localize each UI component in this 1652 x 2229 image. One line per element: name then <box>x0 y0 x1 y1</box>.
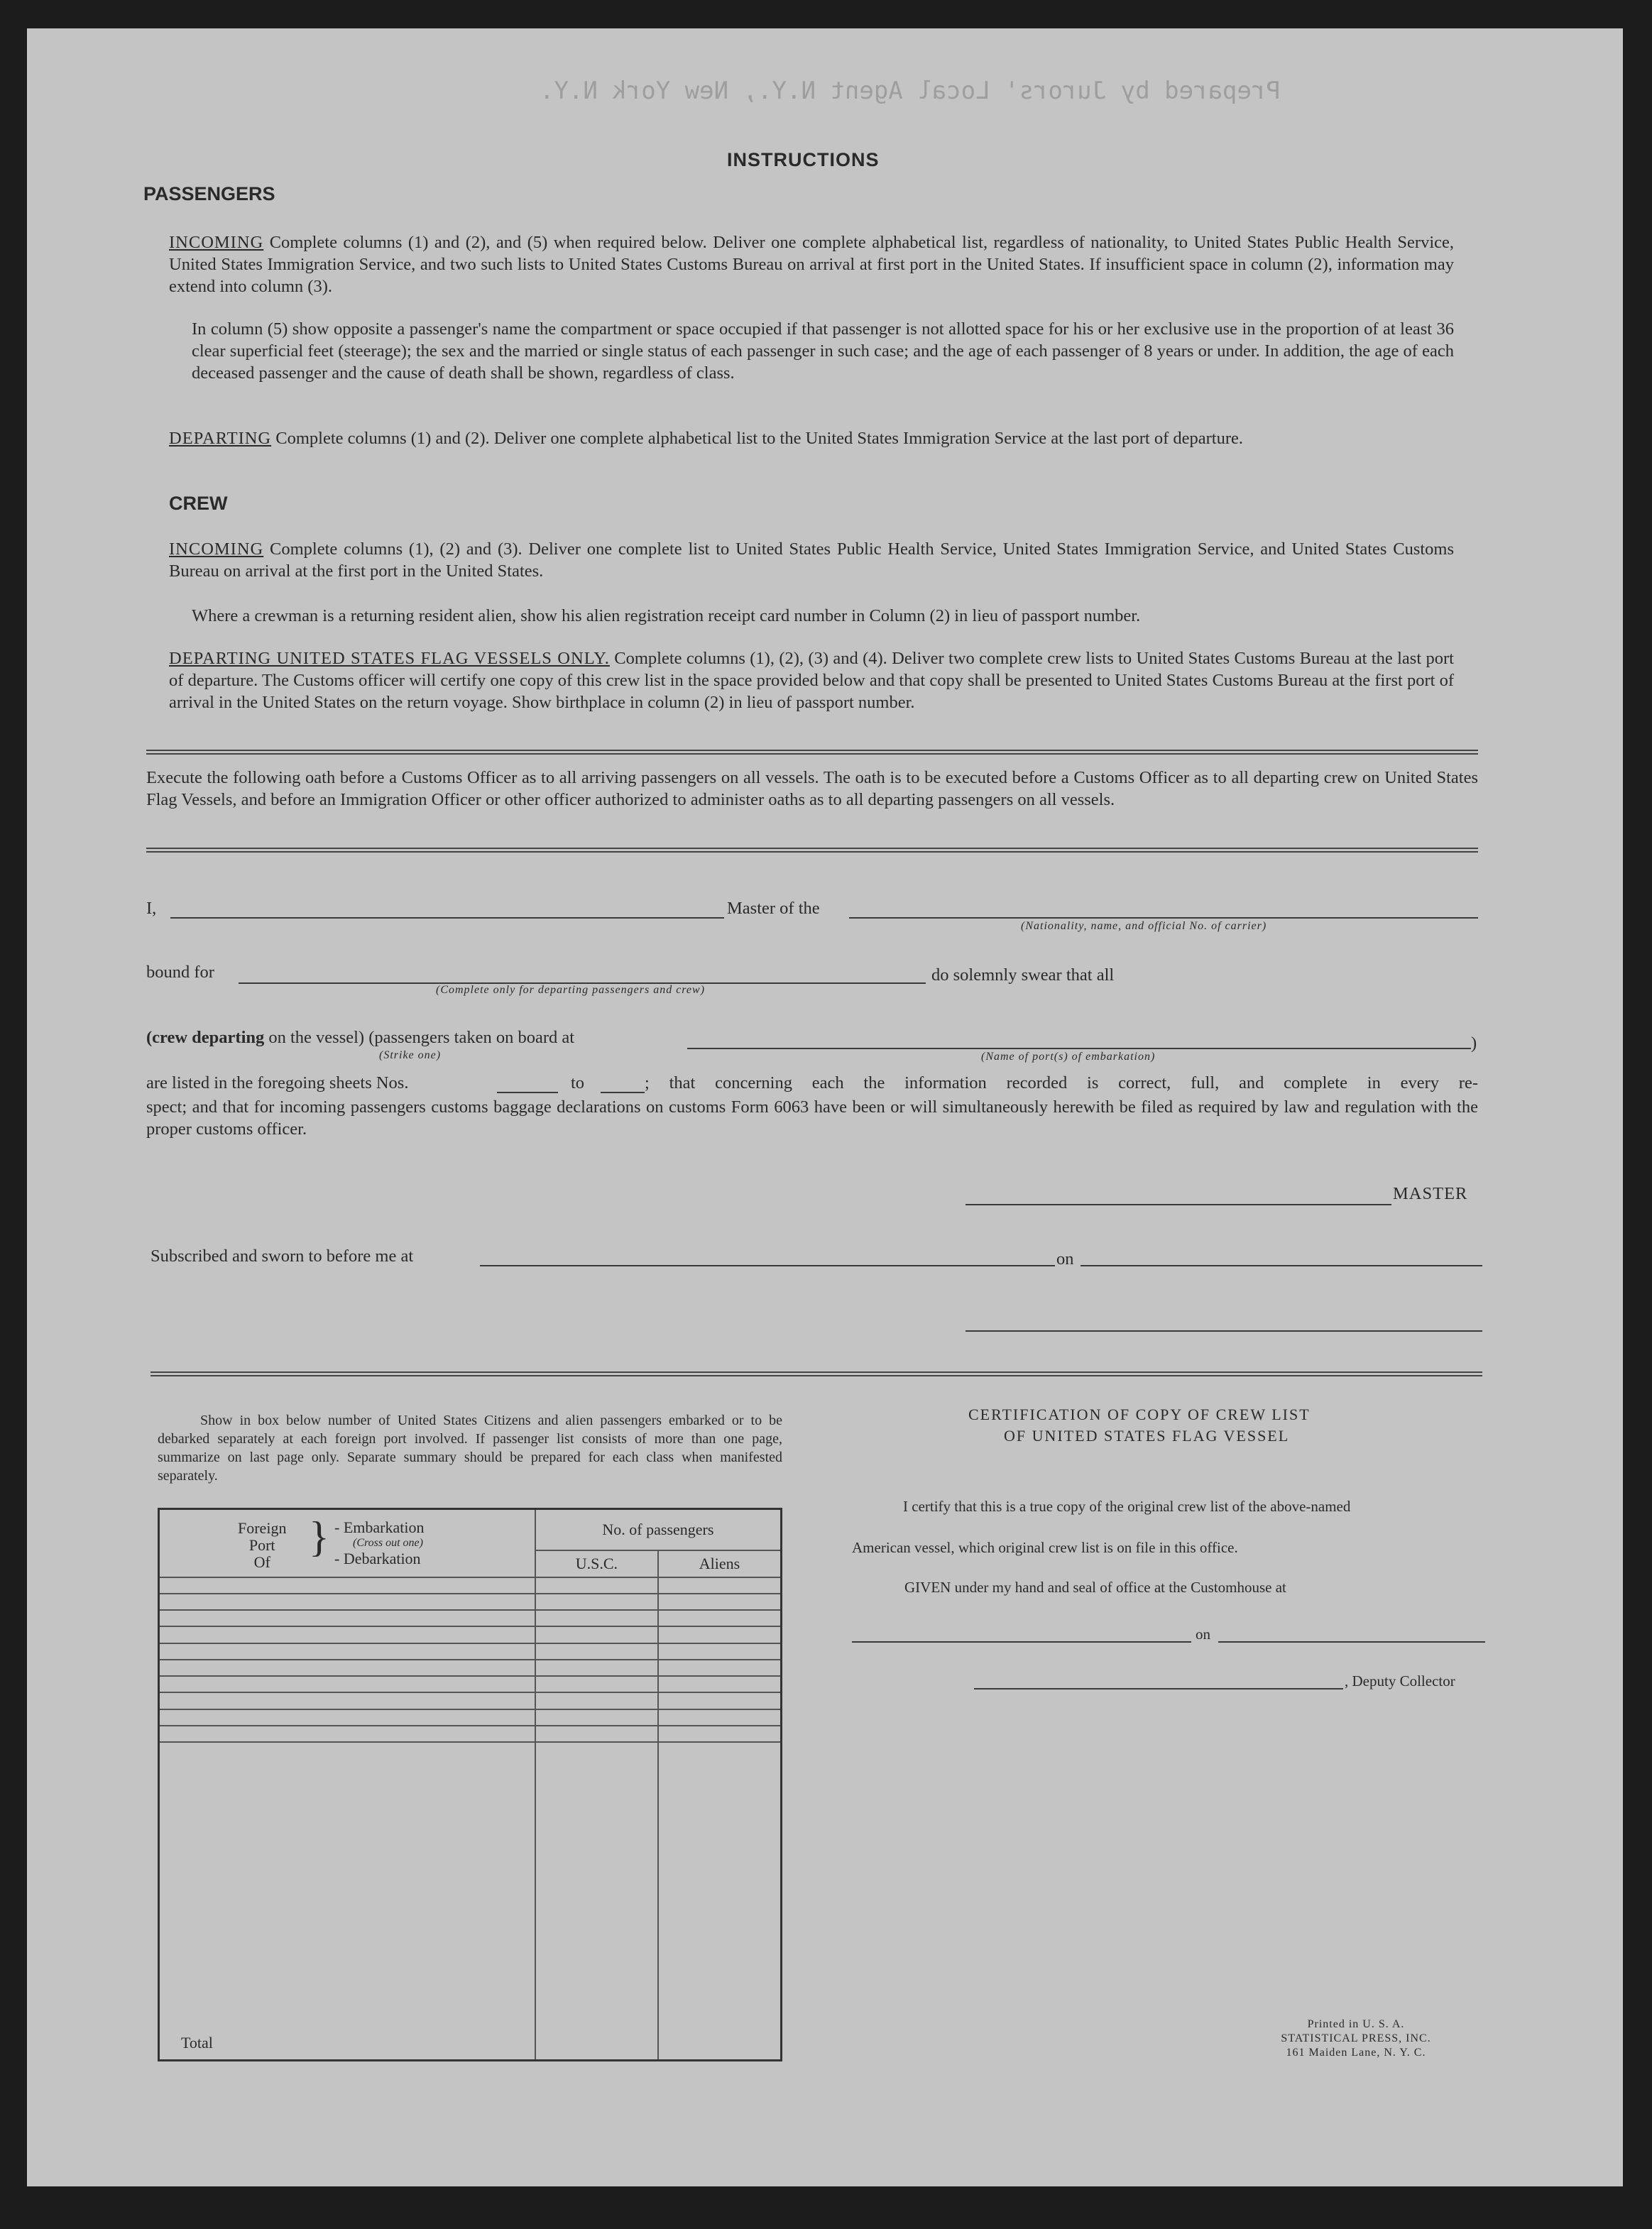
usc-cell[interactable] <box>535 1692 658 1709</box>
strike-caption: (Strike one) <box>379 1049 442 1061</box>
customhouse-field[interactable] <box>852 1641 1191 1643</box>
usc-cell[interactable] <box>535 1643 658 1660</box>
port-cell[interactable] <box>159 1726 535 1742</box>
listed-text-c: spect; and that for incoming passengers customs baggage declarations on customs Form 6063 have been or will simultaneously herewith be filed as required by law and regulation with the proper customs officer. <box>146 1097 1478 1139</box>
crew-heading: CREW <box>169 493 228 514</box>
usc-cell[interactable] <box>535 1577 658 1594</box>
port-cell[interactable] <box>159 1626 535 1643</box>
given-text: GIVEN under my hand and seal of office at the Customhouse at <box>904 1579 1286 1596</box>
sworn-date-field[interactable] <box>1081 1265 1482 1266</box>
close-paren: ) <box>1471 1034 1477 1053</box>
port-cell[interactable] <box>159 1643 535 1660</box>
sworn-on-label: on <box>1056 1249 1074 1269</box>
sworn-place-field[interactable] <box>480 1265 1055 1266</box>
carrier-caption: (Nationality, name, and official No. of carrier) <box>1021 920 1267 932</box>
crew-incoming-block <box>169 538 1454 582</box>
aliens-total-cell[interactable] <box>658 1742 782 2060</box>
table-row <box>159 1676 782 1692</box>
passengers-incoming-label: INCOMING <box>169 233 264 252</box>
printer-line-3: 161 Maiden Lane, N. Y. C. <box>1286 2047 1426 2059</box>
passengers-departing-text: Complete columns (1) and (2). Deliver one complete alphabetical list to the United States Immigration Service at the last port of departure. <box>275 429 1243 448</box>
usc-total-cell[interactable] <box>535 1742 658 2060</box>
certification-on-label: on <box>1196 1626 1210 1643</box>
usc-cell[interactable] <box>535 1676 658 1692</box>
table-row <box>159 1709 782 1726</box>
oath-i-label: I, <box>146 899 157 918</box>
crew-incoming-label: INCOMING <box>169 540 264 559</box>
usc-cell[interactable] <box>535 1660 658 1676</box>
passenger-summary-table <box>158 1508 782 2061</box>
sheet-to-field[interactable] <box>601 1092 645 1093</box>
usc-cell[interactable] <box>535 1709 658 1726</box>
divider-rule <box>146 848 1478 853</box>
table-row <box>159 1643 782 1660</box>
printer-line-2: STATISTICAL PRESS, INC. <box>1281 2032 1431 2044</box>
crew-resident-text: Where a crewman is a returning resident alien, show his alien registration receipt card number in Column (2) in lieu of passport number. <box>192 606 1141 625</box>
certify-text-a: I certify that this is a true copy of the original crew list of the above-named <box>903 1498 1351 1515</box>
usc-cell[interactable] <box>535 1610 658 1626</box>
usc-cell[interactable] <box>535 1726 658 1742</box>
divider-rule <box>146 750 1478 755</box>
table-row <box>159 1594 782 1610</box>
bound-for-label: bound for <box>146 963 214 982</box>
passengers-taken-option: (passengers taken on board at <box>368 1028 575 1047</box>
table-row <box>159 1577 782 1594</box>
certification-date-field[interactable] <box>1218 1641 1485 1643</box>
certify-text-b: American vessel, which original crew list is on file in this office. <box>852 1539 1238 1556</box>
swear-label: do solemnly swear that all <box>931 965 1115 985</box>
deputy-collector-label: , Deputy Collector <box>1345 1672 1455 1689</box>
port-cell[interactable] <box>159 1692 535 1709</box>
ports-field[interactable] <box>687 1048 1471 1049</box>
aliens-cell[interactable] <box>658 1577 782 1594</box>
aliens-cell[interactable] <box>658 1626 782 1643</box>
listed-nos-label: are listed in the foregoing sheets Nos. <box>146 1073 409 1092</box>
subscribed-label: Subscribed and sworn to before me at <box>151 1247 414 1266</box>
deputy-signature-field[interactable] <box>974 1688 1343 1689</box>
passengers-heading: PASSENGERS <box>143 183 275 204</box>
port-cell[interactable] <box>159 1660 535 1676</box>
crew-departing-block <box>169 647 1454 713</box>
printer-line-1: Printed in U. S. A. <box>1307 2018 1405 2030</box>
crew-departing-label: DEPARTING UNITED STATES FLAG VESSELS ONLY. <box>169 649 610 668</box>
usc-cell[interactable] <box>535 1594 658 1610</box>
port-cell[interactable] <box>159 1610 535 1626</box>
port-cell[interactable] <box>159 1577 535 1594</box>
listed-text-b: ; that concerning each the information recorded is correct, full, and complete in every re- <box>645 1073 1478 1092</box>
table-row <box>159 1726 782 1742</box>
master-name-field[interactable] <box>170 917 724 919</box>
oath-intro: Execute the following oath before a Customs Officer as to all arriving passengers on all vessels. The oath is to be executed before a Customs Officer as to all departing crew on United States Flag Vessels, and before an Immigration Officer or other officer authorized to administer oaths as to all departing passengers on all vessels. <box>146 768 1478 809</box>
port-cell[interactable] <box>159 1709 535 1726</box>
usc-header: U.S.C. <box>535 1550 658 1577</box>
crew-incoming-text: Complete columns (1), (2) and (3). Deliver one complete list to United States Public Health Service, United States Immigration Service, and United States Customs Bureau on arrival at the first port in the United States. <box>169 540 1455 581</box>
passengers-departing-label: DEPARTING <box>169 429 272 448</box>
cross-out-caption: (Cross out one) <box>353 1537 423 1549</box>
listed-to-label: to <box>571 1073 585 1092</box>
carrier-field[interactable] <box>849 917 1478 919</box>
master-signature-field[interactable] <box>966 1204 1391 1205</box>
foreign-port-header <box>159 1509 535 1577</box>
crew-departing-text: Complete columns (1), (2), (3) and (4). Deliver two complete crew lists to United States Customs Bureau at the last port of departure. The Customs officer will certify one copy of this crew list in the space provided below and that copy shall be presented to United States Customs Bureau at the first port of arrival in the United States on the return voyage. Show birthplace in column (2) in lieu of passport number. <box>169 649 1454 712</box>
aliens-header: Aliens <box>658 1550 782 1577</box>
port-cell[interactable] <box>159 1594 535 1610</box>
aliens-cell[interactable] <box>658 1726 782 1742</box>
certification-title-2: OF UNITED STATES FLAG VESSEL <box>1004 1427 1290 1445</box>
aliens-cell[interactable] <box>658 1709 782 1726</box>
aliens-cell[interactable] <box>658 1594 782 1610</box>
port-cell[interactable] <box>159 1676 535 1692</box>
ports-caption: (Name of port(s) of embarkation) <box>981 1051 1156 1063</box>
usc-cell[interactable] <box>535 1626 658 1643</box>
bound-for-caption: (Complete only for departing passengers and crew) <box>436 984 706 996</box>
certification-title-1: CERTIFICATION OF COPY OF CREW LIST <box>968 1406 1311 1423</box>
foreign-label: Foreign <box>238 1519 287 1537</box>
printer-imprint <box>1264 2017 1448 2060</box>
sheet-from-field[interactable] <box>497 1092 558 1093</box>
port-label: Port <box>248 1536 275 1554</box>
table-row <box>159 1626 782 1643</box>
vessel-line <box>146 1028 574 1048</box>
passengers-departing-block <box>169 427 1454 449</box>
officer-signature-field[interactable] <box>966 1330 1482 1332</box>
aliens-cell[interactable] <box>658 1660 782 1676</box>
master-of-the-label: Master of the <box>727 899 820 918</box>
table-row <box>159 1660 782 1676</box>
aliens-cell[interactable] <box>658 1610 782 1626</box>
table-row <box>159 1692 782 1709</box>
faint-stamp-text: Prepared by Jurors' Local Agent N.Y., New York N.Y. <box>540 77 1281 105</box>
passengers-incoming-text: Complete columns (1) and (2), and (5) when required below. Deliver one complete alphabetical list, regardless of nationality, to United States Public Health Service, United States Immigration Service, and two such lists to United States Customs Bureau on arrival at first port in the United States. If insufficient space in column (2), information may extend into column (3). <box>169 233 1455 296</box>
brace-glyph: } <box>309 1513 329 1560</box>
total-label: Total <box>159 1742 535 2060</box>
embarkation-option[interactable]: - Embarkation <box>334 1518 425 1536</box>
on-the-vessel-text: on the vessel) <box>268 1028 365 1047</box>
divider-rule <box>151 1371 1482 1376</box>
aliens-cell[interactable] <box>658 1643 782 1660</box>
of-label: Of <box>253 1553 270 1571</box>
aliens-cell[interactable] <box>658 1692 782 1709</box>
aliens-cell[interactable] <box>658 1676 782 1692</box>
summary-instructions: Show in box below number of United States Citizens and alien passengers embarked or to be debarked separately at each foreign port involved. If passenger list consists of more than one page, summarize on last page only. Separate summary should be prepared for each class when manifested separately. <box>158 1413 782 1484</box>
column5-text: In column (5) show opposite a passenger's name the compartment or space occupied if that passenger is not allotted space for his or her exclusive use in the proportion of at least 36 clear superficial feet (steerage); the sex and the married or single status of each passenger in such case; and the age of each passenger of 8 years or under. In addition, the age of each deceased passenger and the cause of death shall be shown, regardless of class. <box>192 319 1454 383</box>
total-row <box>159 1742 782 2060</box>
no-of-passengers-header: No. of passengers <box>535 1509 782 1550</box>
passengers-incoming-block <box>169 231 1454 297</box>
debarkation-option[interactable]: - Debarkation <box>334 1550 421 1567</box>
table-row <box>159 1610 782 1626</box>
instructions-title: INSTRUCTIONS <box>727 149 880 170</box>
crew-departing-option: (crew departing <box>146 1028 265 1047</box>
master-label: MASTER <box>1393 1184 1468 1203</box>
